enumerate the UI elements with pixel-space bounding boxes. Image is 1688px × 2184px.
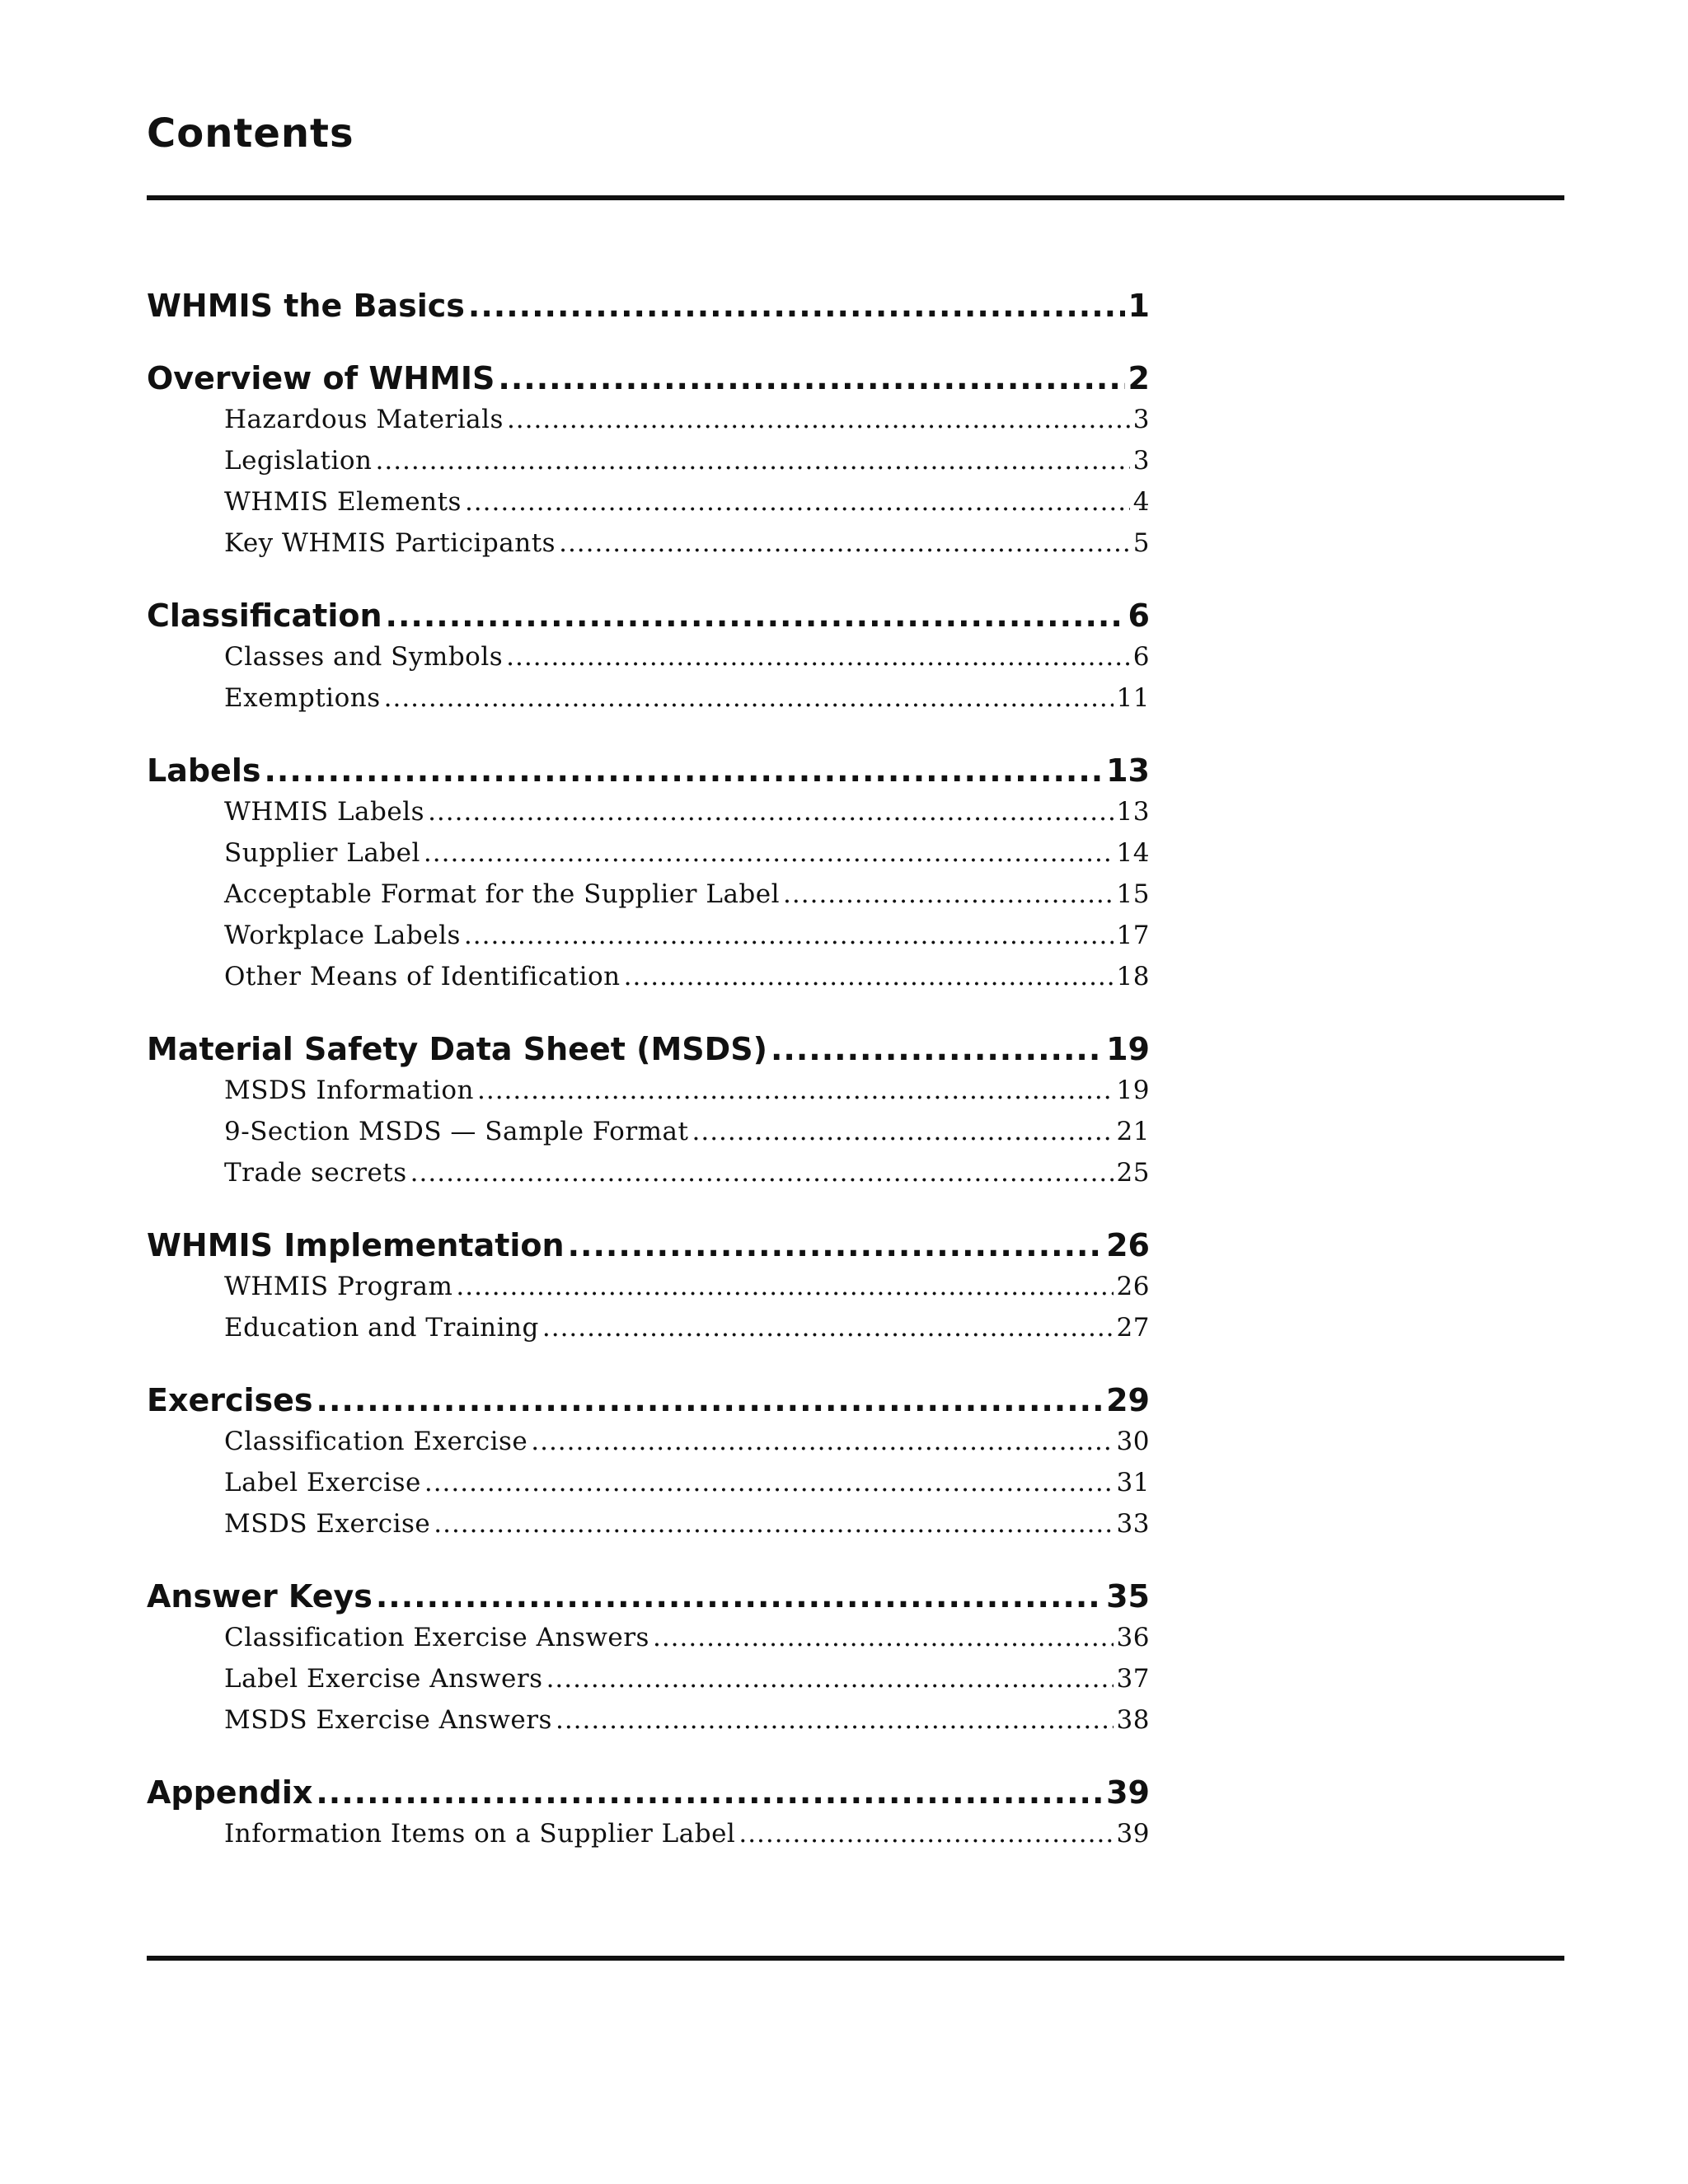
toc-entry-title: Exemptions xyxy=(224,683,381,713)
toc-entry-title: Key WHMIS Participants xyxy=(224,528,556,558)
toc-section-title: Material Safety Data Sheet (MSDS) xyxy=(147,1031,767,1067)
toc-page-number: 21 xyxy=(1116,1117,1150,1146)
toc-section-heading[interactable] xyxy=(147,750,1150,791)
toc-entry[interactable] xyxy=(147,874,1150,915)
toc-entry[interactable] xyxy=(147,523,1150,564)
dot-leader xyxy=(434,1503,1113,1544)
dot-leader xyxy=(468,285,1125,326)
toc-entry-title: Acceptable Format for the Supplier Label xyxy=(224,879,781,909)
toc-entry-title: Hazardous Materials xyxy=(224,405,504,434)
toc-entry[interactable] xyxy=(147,1503,1150,1544)
dot-leader xyxy=(559,523,1130,564)
toc-entry-title: Label Exercise Answers xyxy=(224,1664,543,1694)
toc-section-heading[interactable] xyxy=(147,1576,1150,1617)
dot-leader xyxy=(316,1772,1103,1813)
toc-entry-title: Workplace Labels xyxy=(224,921,461,950)
toc-page-number: 13 xyxy=(1106,752,1150,789)
toc-entry-title: Classification Exercise Answers xyxy=(224,1623,649,1652)
toc-page-number: 27 xyxy=(1116,1313,1150,1343)
toc-entry[interactable] xyxy=(147,1421,1150,1462)
toc-section xyxy=(147,595,1150,719)
toc-section-heading[interactable] xyxy=(147,595,1150,636)
toc-page-number: 17 xyxy=(1116,921,1150,950)
toc-section-heading[interactable] xyxy=(147,1380,1150,1421)
toc-page-number: 25 xyxy=(1116,1158,1150,1188)
toc-section-title: Answer Keys xyxy=(147,1578,373,1615)
toc-entry-title: 9-Section MSDS — Sample Format xyxy=(224,1117,689,1146)
toc-entry[interactable] xyxy=(147,481,1150,523)
toc-section-heading[interactable] xyxy=(147,358,1150,399)
toc-page-number: 18 xyxy=(1116,962,1150,991)
toc-entry[interactable] xyxy=(147,956,1150,997)
dot-leader xyxy=(477,1070,1114,1111)
toc-entry-title: Supplier Label xyxy=(224,838,420,868)
toc-page-number: 35 xyxy=(1106,1578,1150,1615)
toc-page-number: 6 xyxy=(1132,642,1150,672)
dot-leader xyxy=(568,1225,1104,1266)
toc-section xyxy=(147,1576,1150,1741)
toc-page-number: 31 xyxy=(1116,1468,1150,1497)
toc-page-number: 33 xyxy=(1116,1509,1150,1539)
toc-entry-title: WHMIS Labels xyxy=(224,797,425,827)
toc-section xyxy=(147,750,1150,997)
toc-page-number: 14 xyxy=(1116,838,1150,868)
toc-entry[interactable] xyxy=(147,1617,1150,1658)
toc-page-number: 37 xyxy=(1116,1664,1150,1694)
toc-page-number: 29 xyxy=(1106,1382,1150,1418)
toc-page-number: 3 xyxy=(1132,446,1150,476)
toc-entry-title: Classification Exercise xyxy=(224,1427,528,1456)
dot-leader xyxy=(653,1617,1114,1658)
toc-page-number: 6 xyxy=(1128,598,1150,634)
toc-page-number: 39 xyxy=(1106,1774,1150,1811)
toc-entry[interactable] xyxy=(147,1266,1150,1307)
dot-leader xyxy=(464,915,1114,956)
toc-entry-title: Education and Training xyxy=(224,1313,539,1343)
toc-page-number: 26 xyxy=(1106,1227,1150,1263)
toc-entry[interactable] xyxy=(147,1152,1150,1193)
toc-entry[interactable] xyxy=(147,399,1150,440)
dot-leader xyxy=(264,750,1103,791)
toc-entry-title: Trade secrets xyxy=(224,1158,407,1188)
toc-page-number: 15 xyxy=(1116,879,1150,909)
toc-entry-title: Classes and Symbols xyxy=(224,642,504,672)
dot-leader xyxy=(771,1029,1103,1070)
dot-leader xyxy=(410,1152,1114,1193)
top-divider xyxy=(147,195,1564,200)
toc-entry[interactable] xyxy=(147,832,1150,874)
toc-entry[interactable] xyxy=(147,677,1150,719)
toc-page-number: 36 xyxy=(1116,1623,1150,1652)
dot-leader xyxy=(498,358,1124,399)
toc-entry-title: Other Means of Identification xyxy=(224,962,621,991)
dot-leader xyxy=(783,874,1114,915)
dot-leader xyxy=(542,1307,1114,1348)
toc-page-number: 38 xyxy=(1116,1705,1150,1735)
toc-section-title: WHMIS Implementation xyxy=(147,1227,565,1263)
toc-section-title: Appendix xyxy=(147,1774,313,1811)
dot-leader xyxy=(456,1266,1113,1307)
toc-section-title: Exercises xyxy=(147,1382,313,1418)
toc-section-title: Labels xyxy=(147,752,261,789)
toc-entry[interactable] xyxy=(147,791,1150,832)
toc-entry[interactable] xyxy=(147,636,1150,677)
toc-page-number: 1 xyxy=(1128,288,1150,324)
toc-entry-title: WHMIS Program xyxy=(224,1272,453,1301)
page-title: Contents xyxy=(147,110,354,157)
toc-page-number: 26 xyxy=(1116,1272,1150,1301)
toc-page-number: 19 xyxy=(1116,1076,1150,1105)
dot-leader xyxy=(556,1699,1114,1741)
dot-leader xyxy=(507,399,1130,440)
toc-entry[interactable] xyxy=(147,1307,1150,1348)
dot-leader xyxy=(738,1813,1113,1854)
toc-entry[interactable] xyxy=(147,1070,1150,1111)
toc-entry[interactable] xyxy=(147,1462,1150,1503)
table-of-contents xyxy=(147,285,1150,1854)
toc-entry[interactable] xyxy=(147,1813,1150,1854)
toc-section-heading[interactable] xyxy=(147,1029,1150,1070)
toc-section-title: Overview of WHMIS xyxy=(147,360,495,396)
toc-entry[interactable] xyxy=(147,1699,1150,1741)
toc-section-heading[interactable] xyxy=(147,1772,1150,1813)
toc-section xyxy=(147,1029,1150,1193)
dot-leader xyxy=(692,1111,1113,1152)
dot-leader xyxy=(384,677,1114,719)
toc-section-heading[interactable] xyxy=(147,285,1150,326)
dot-leader xyxy=(376,440,1130,481)
toc-entry-title: MSDS Exercise xyxy=(224,1509,431,1539)
toc-entry-title: MSDS Exercise Answers xyxy=(224,1705,552,1735)
dot-leader xyxy=(506,636,1130,677)
toc-entry[interactable] xyxy=(147,440,1150,481)
toc-entry[interactable] xyxy=(147,1658,1150,1699)
toc-section xyxy=(147,285,1150,326)
toc-section-title: Classification xyxy=(147,598,382,634)
toc-section xyxy=(147,1225,1150,1348)
dot-leader xyxy=(386,595,1125,636)
toc-entry[interactable] xyxy=(147,1111,1150,1152)
toc-section-title: WHMIS the Basics xyxy=(147,288,465,324)
toc-entry-title: Legislation xyxy=(224,446,373,476)
toc-page-number: 11 xyxy=(1116,683,1150,713)
toc-page-number: 3 xyxy=(1132,405,1150,434)
toc-section xyxy=(147,1772,1150,1854)
toc-entry-title: Label Exercise xyxy=(224,1468,421,1497)
toc-page-number: 4 xyxy=(1132,487,1150,517)
toc-entry-title: MSDS Information xyxy=(224,1076,474,1105)
toc-entry-title: WHMIS Elements xyxy=(224,487,462,517)
toc-page-number: 19 xyxy=(1106,1031,1150,1067)
bottom-divider xyxy=(147,1956,1564,1961)
toc-page-number: 39 xyxy=(1116,1819,1150,1849)
dot-leader xyxy=(465,481,1130,523)
dot-leader xyxy=(424,832,1114,874)
toc-section xyxy=(147,1380,1150,1544)
toc-entry[interactable] xyxy=(147,915,1150,956)
dot-leader xyxy=(316,1380,1104,1421)
toc-page-number: 2 xyxy=(1128,360,1150,396)
toc-section-heading[interactable] xyxy=(147,1225,1150,1266)
toc-section xyxy=(147,358,1150,564)
dot-leader xyxy=(531,1421,1113,1462)
dot-leader xyxy=(428,791,1113,832)
dot-leader xyxy=(376,1576,1103,1617)
toc-page-number: 5 xyxy=(1132,528,1150,558)
dot-leader xyxy=(424,1462,1114,1503)
toc-page-number: 30 xyxy=(1116,1427,1150,1456)
dot-leader xyxy=(624,956,1114,997)
dot-leader xyxy=(546,1658,1114,1699)
toc-page-number: 13 xyxy=(1116,797,1150,827)
toc-entry-title: Information Items on a Supplier Label xyxy=(224,1819,736,1849)
